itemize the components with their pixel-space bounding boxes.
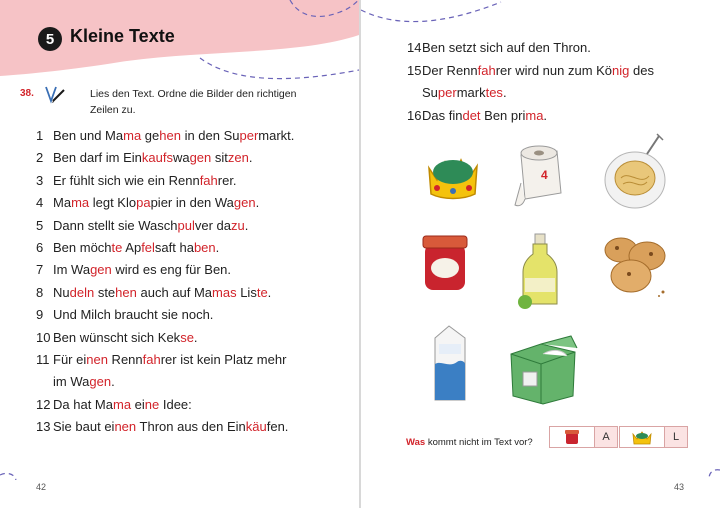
- line-number: 14: [407, 40, 422, 55]
- line-number: 7: [36, 262, 44, 278]
- syllable-highlight: pa: [136, 195, 151, 211]
- noodles-plate-picture: [599, 132, 677, 214]
- syllable: Lis: [236, 284, 257, 300]
- syllable-highlight: fel: [141, 240, 155, 255]
- syllable: .: [193, 329, 198, 345]
- syllable: Thron aus den Ein: [136, 419, 246, 435]
- syllable: .: [248, 150, 253, 166]
- syllable-highlight: hen: [115, 284, 137, 300]
- syllable-highlight: käu: [245, 419, 267, 435]
- line-text: [53, 128, 294, 143]
- line-number: 8: [36, 284, 44, 300]
- chapter-number: 5: [38, 27, 62, 51]
- syllable: .: [215, 240, 220, 255]
- syllable: legt Klo: [89, 195, 137, 211]
- syllable: .: [543, 107, 548, 123]
- syllable: ste: [94, 284, 116, 300]
- syllable: Für ei: [53, 352, 87, 367]
- line-text: [53, 397, 192, 412]
- page-number-left: 42: [36, 482, 47, 492]
- syllable-highlight: ma: [71, 195, 90, 211]
- syllable: Renn: [107, 352, 143, 367]
- syllable-highlight: det: [462, 107, 481, 123]
- syllable-highlight: te: [256, 284, 268, 300]
- syllable: Ben setzt sich auf den Thron.: [422, 40, 591, 55]
- line-number: 1: [36, 128, 44, 143]
- line-number: 3: [36, 172, 44, 188]
- syllable: Das fin: [422, 107, 463, 123]
- syllable-highlight: zu: [231, 217, 245, 233]
- syllable: Ben wünscht sich Kek: [53, 329, 181, 345]
- chapter-title: Kleine Texte: [70, 26, 175, 46]
- syllable: .: [255, 195, 260, 211]
- syllable: rer ist kein Platz mehr: [160, 352, 287, 367]
- syllable-highlight: fah: [477, 62, 496, 78]
- juice-bottle-picture: [515, 232, 567, 312]
- answer-box-crown[interactable]: [619, 426, 688, 448]
- syllable-highlight: gen: [189, 150, 212, 166]
- left-page: [0, 0, 359, 508]
- syllable: Ben pri: [480, 107, 526, 123]
- answer-crown-icon: [620, 427, 665, 447]
- text-line: [361, 85, 720, 105]
- syllable: Dann stellt sie Wasch: [53, 217, 178, 233]
- syllable: Sie baut ei: [53, 419, 115, 435]
- line-text: [53, 374, 115, 389]
- syllable: Und Milch braucht sie noch.: [53, 307, 214, 323]
- line-number: 12: [36, 396, 51, 412]
- jam-jar-picture: [417, 232, 473, 294]
- line-number: 15: [407, 62, 422, 78]
- syllable: im Wa: [53, 374, 90, 390]
- line-text: [53, 218, 248, 233]
- syllable: wa: [172, 150, 190, 166]
- line-text: [53, 240, 219, 255]
- syllable: saft ha: [154, 240, 194, 255]
- syllable-highlight: se: [180, 329, 194, 345]
- syllable: ei: [131, 396, 145, 412]
- line-text: [53, 352, 286, 367]
- line-text: [422, 63, 654, 78]
- syllable: auch auf Ma: [136, 284, 213, 300]
- line-text: [53, 262, 231, 277]
- line-number: 16: [407, 107, 422, 123]
- syllable: Ap: [122, 240, 142, 255]
- text-line: [361, 108, 720, 128]
- text-line: [361, 63, 720, 83]
- syllable: Su: [422, 85, 438, 100]
- right-page: [361, 0, 720, 508]
- syllable-highlight: ben: [193, 240, 216, 255]
- syllable: Im Wa: [53, 262, 91, 278]
- syllable: Ma: [53, 195, 72, 211]
- syllable-highlight: te: [111, 240, 123, 255]
- syllable: Der Renn: [422, 62, 478, 78]
- syllable: rer.: [217, 172, 237, 188]
- page-number-right: 43: [673, 482, 684, 492]
- syllable: des: [629, 62, 654, 78]
- syllable-highlight: ma: [123, 128, 142, 143]
- line-text: [53, 285, 271, 300]
- syllable-highlight: gen: [89, 374, 112, 390]
- decorative-dash-top: [361, 0, 511, 30]
- syllable: Nu: [53, 284, 70, 300]
- line-text: [422, 40, 591, 55]
- toilet-paper-picture: [511, 143, 571, 209]
- syllable: .: [267, 284, 272, 300]
- toilet-paper-number: 4: [541, 168, 548, 182]
- detergent-box-picture: [501, 330, 585, 406]
- syllable: fen.: [266, 419, 289, 435]
- line-number: 13: [36, 419, 51, 435]
- line-number: 4: [36, 195, 44, 211]
- task-instruction: Lies den Text. Ordne die Bilder den richtigen Zeilen zu.: [90, 88, 297, 116]
- syllable-highlight: per: [239, 128, 259, 143]
- syllable-highlight: fah: [199, 172, 218, 188]
- syllable-highlight: kaufs: [141, 150, 173, 166]
- syllable-highlight: pul: [177, 217, 195, 233]
- syllable: mark: [456, 85, 486, 100]
- syllable: ver da: [194, 217, 232, 233]
- syllable: Ben und Ma: [53, 128, 124, 143]
- syllable-highlight: ne: [144, 396, 160, 412]
- syllable-highlight: ma: [112, 396, 132, 412]
- syllable: .: [111, 374, 115, 390]
- syllable: .: [244, 217, 249, 233]
- line-number: 2: [36, 150, 44, 166]
- syllable-highlight: nen: [86, 352, 108, 367]
- line-number: 11: [36, 352, 50, 367]
- syllable: Da hat Ma: [53, 396, 113, 412]
- syllable: sit: [211, 150, 228, 166]
- syllable: .: [502, 85, 507, 100]
- task-number: 38.: [20, 88, 34, 99]
- line-text: [53, 150, 253, 165]
- syllable-highlight: zen: [227, 150, 249, 166]
- line-text: [53, 195, 259, 210]
- syllable-highlight: fah: [142, 352, 161, 367]
- syllable-highlight: hen: [159, 128, 181, 143]
- syllable-highlight: deln: [69, 284, 95, 300]
- syllable-highlight: gen: [233, 195, 256, 211]
- syllable-highlight: nig: [612, 62, 630, 78]
- line-text: [53, 307, 213, 322]
- syllable-highlight: gen: [90, 262, 112, 278]
- cookies-picture: [599, 232, 673, 302]
- syllable-highlight: mas: [212, 284, 237, 300]
- line-number: 6: [36, 240, 44, 255]
- milk-carton-picture: [427, 324, 473, 404]
- syllable: wird es eng für Ben.: [111, 262, 232, 278]
- line-number: 9: [36, 307, 44, 323]
- syllable-highlight: tes: [485, 85, 503, 100]
- question-text: Was kommt nicht im Text vor?: [406, 437, 533, 448]
- syllable-highlight: per: [437, 85, 457, 100]
- decorative-dash-left: [0, 440, 60, 480]
- line-text: [53, 173, 237, 188]
- crown-picture: [423, 150, 483, 202]
- syllable: in den Su: [180, 128, 240, 143]
- syllable: Ben darf im Ein: [53, 150, 142, 166]
- syllable: Er fühlt sich wie ein Renn: [53, 172, 200, 188]
- pencil-read-icon: [44, 84, 66, 104]
- syllable: Idee:: [159, 396, 192, 412]
- line-text: [53, 330, 198, 345]
- line-text: [422, 108, 547, 123]
- line-number: 5: [36, 217, 44, 233]
- syllable: rer wird nun zum Kö: [495, 62, 613, 78]
- line-text: [53, 419, 288, 434]
- answer-box-jam[interactable]: [549, 426, 618, 448]
- answer-letter-l: L: [665, 427, 687, 447]
- syllable-highlight: ma: [525, 107, 544, 123]
- answer-letter-a: A: [595, 427, 617, 447]
- answer-jam-icon: [550, 427, 595, 447]
- syllable-highlight: nen: [114, 419, 137, 435]
- decorative-dash-right: [680, 440, 720, 480]
- line-number: 10: [36, 329, 51, 345]
- line-text: [422, 85, 507, 100]
- text-line: [361, 40, 720, 60]
- syllable: ge: [141, 128, 160, 143]
- syllable: Ben möch: [53, 240, 112, 255]
- syllable: pier in den Wa: [150, 195, 234, 211]
- syllable: markt.: [258, 128, 295, 143]
